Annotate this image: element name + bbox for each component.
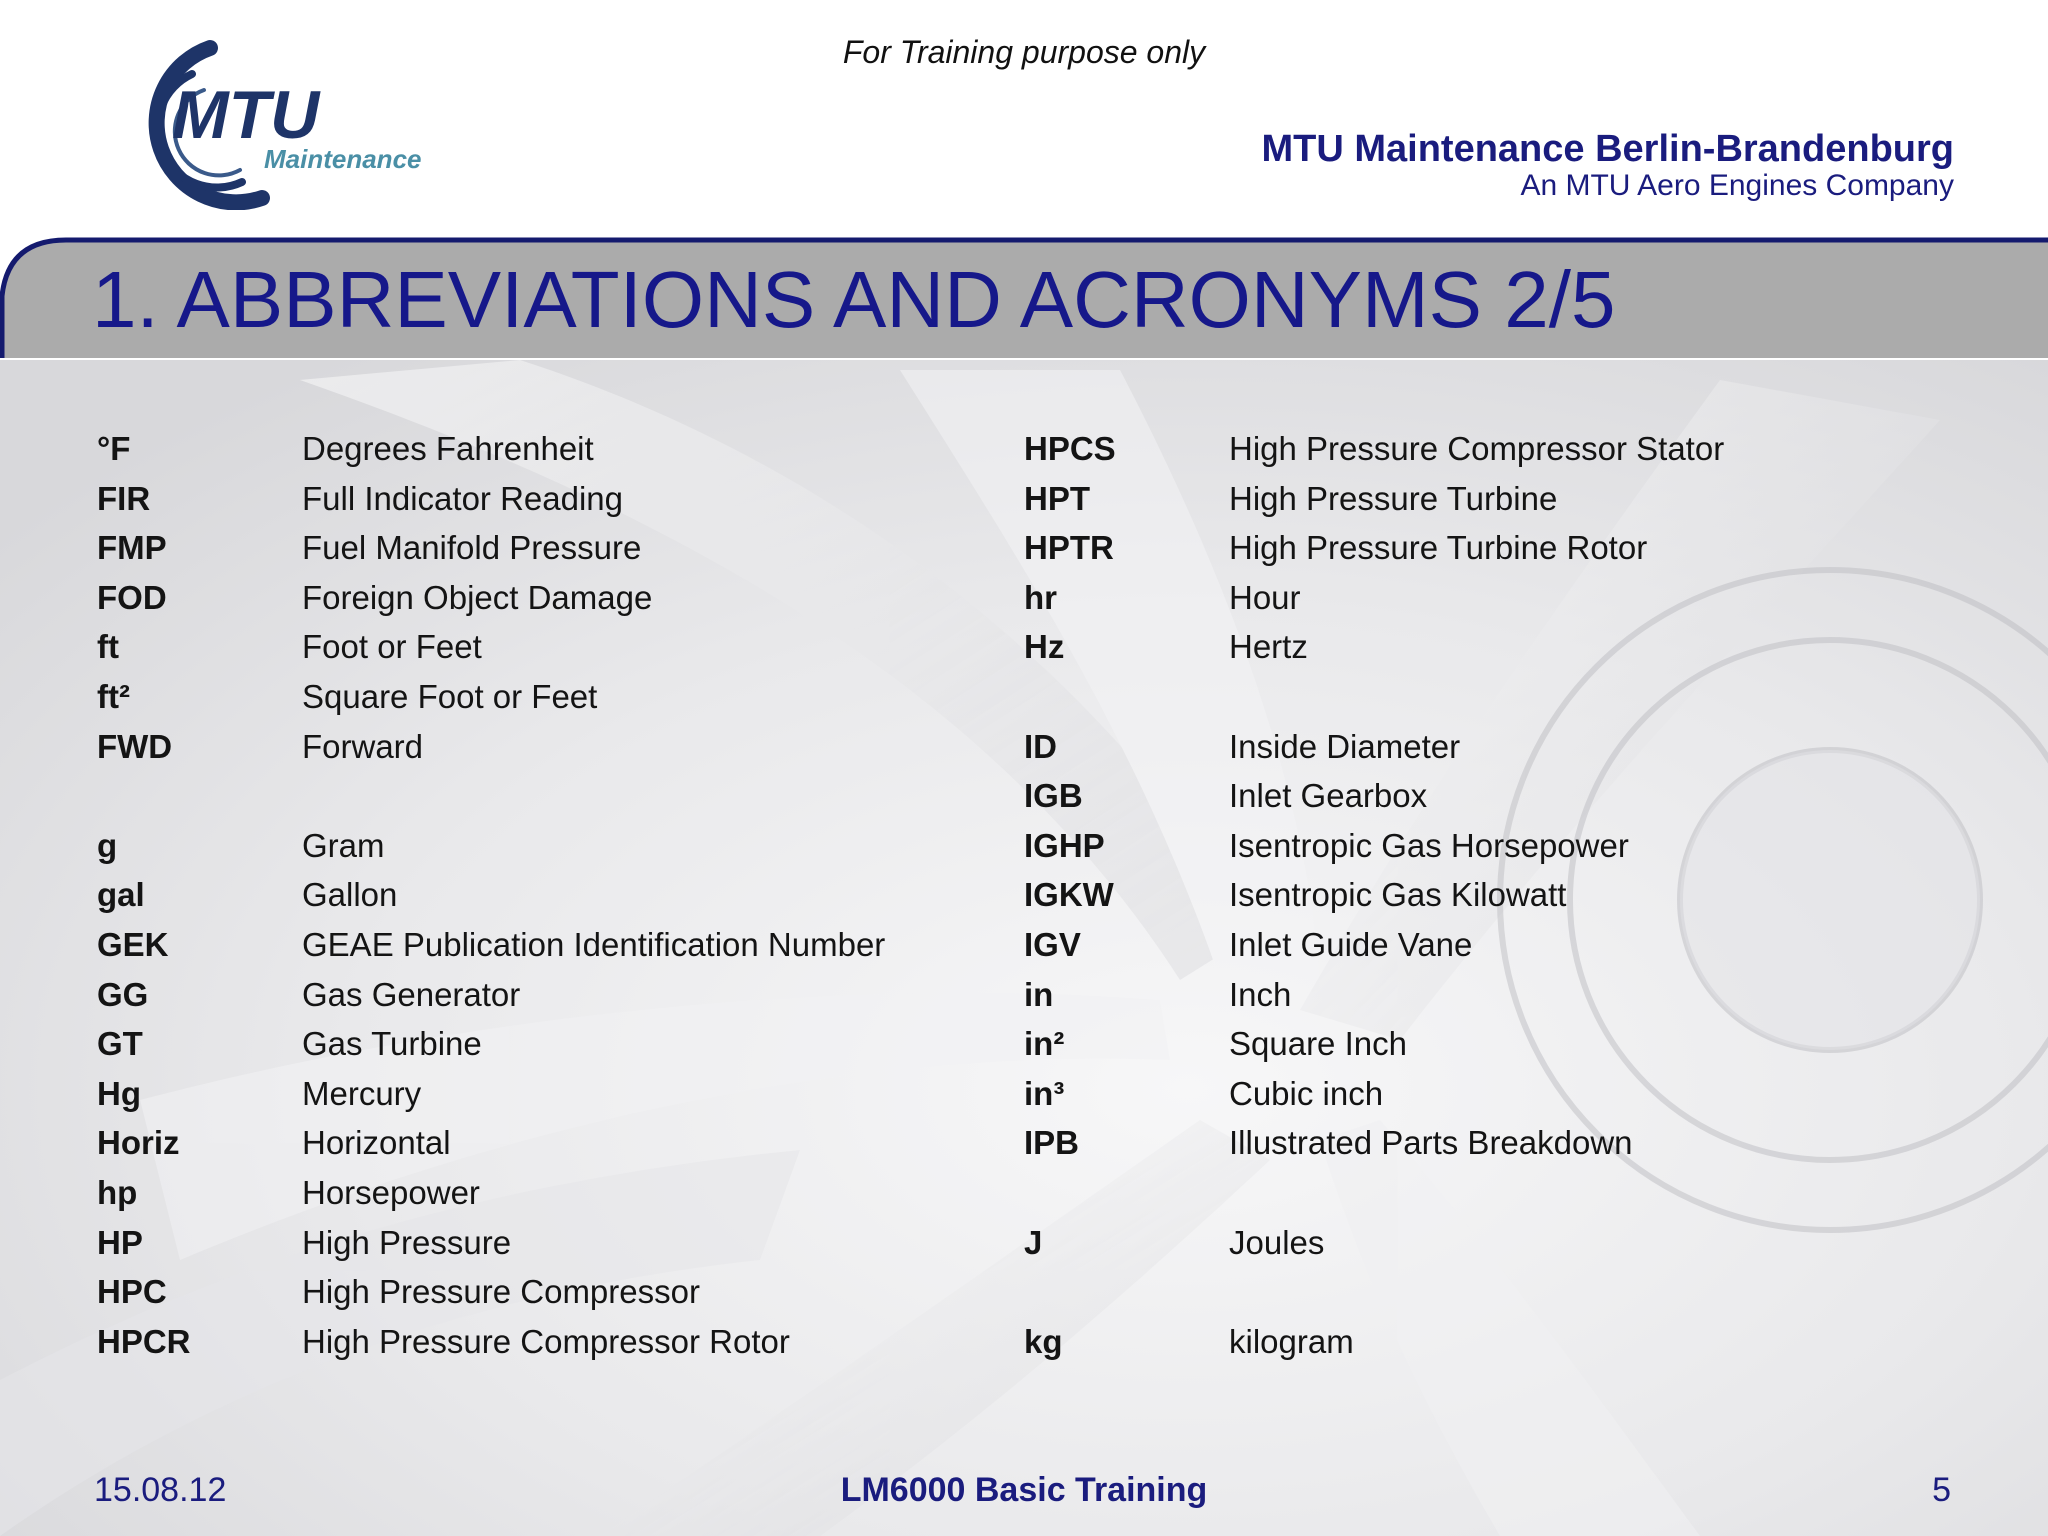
abbreviation-row <box>97 573 997 623</box>
abbreviation-definition: GEAE Publication Identification Number <box>302 925 886 963</box>
abbreviation-term: IPB <box>1024 1124 1080 1162</box>
abbreviation-definition: High Pressure Compressor Stator <box>1229 430 1725 467</box>
abbreviation-term: HPTR <box>1024 529 1114 567</box>
abbreviation-definition: High Pressure Turbine <box>1229 479 1558 517</box>
abbreviation-term: Hz <box>1024 628 1065 666</box>
abbreviation-row <box>97 1267 997 1317</box>
abbreviation-definition: Hour <box>1229 578 1301 616</box>
abbreviation-definition: Inlet Guide Vane <box>1229 925 1473 963</box>
abbreviation-definition: Degrees Fahrenheit <box>302 430 594 467</box>
abbreviation-term: FMP <box>97 529 167 567</box>
abbreviation-row <box>1024 970 1944 1020</box>
company-block <box>1262 128 1955 202</box>
abbreviation-term: FWD <box>97 727 173 765</box>
abbreviation-term: GT <box>97 1025 143 1063</box>
abbreviation-term: hp <box>97 1173 138 1211</box>
abbreviation-definition: Mercury <box>302 1074 422 1112</box>
company-name: MTU Maintenance Berlin-Brandenburg <box>1261 128 1954 170</box>
abbreviation-term: Horiz <box>97 1124 180 1162</box>
abbreviation-definition: Foreign Object Damage <box>302 578 653 616</box>
abbreviation-row <box>1024 771 1944 821</box>
abbreviation-term: in² <box>1024 1025 1065 1063</box>
abbreviation-term: ft <box>97 628 119 666</box>
abbreviation-term: FIR <box>97 479 151 517</box>
spacer-row <box>1024 1267 1944 1317</box>
abbreviations-left-column <box>97 424 997 1366</box>
abbreviation-definition: Gram <box>302 826 385 864</box>
abbreviation-definition: Fuel Manifold Pressure <box>302 529 642 567</box>
abbreviation-row <box>97 870 997 920</box>
abbreviation-term: gal <box>97 876 145 914</box>
abbreviation-term: GG <box>97 975 149 1013</box>
abbreviation-term: in <box>1024 975 1054 1013</box>
spacer-row <box>1024 1168 1944 1218</box>
abbreviation-row <box>1024 622 1944 672</box>
abbreviation-definition: Isentropic Gas Horsepower <box>1229 826 1629 864</box>
abbreviation-row <box>1024 1019 1944 1069</box>
abbreviation-term: in³ <box>1024 1074 1065 1112</box>
abbreviation-term: g <box>97 826 118 864</box>
abbreviation-definition: Full Indicator Reading <box>302 479 624 517</box>
abbreviation-row <box>97 1118 997 1168</box>
abbreviation-term: HPT <box>1024 479 1090 517</box>
abbreviation-definition: Gallon <box>302 876 398 914</box>
abbreviation-definition: Horsepower <box>302 1173 480 1211</box>
abbreviation-definition: Square Foot or Feet <box>302 677 598 715</box>
abbreviation-term: HPCR <box>97 1322 191 1360</box>
abbreviation-row <box>1024 1317 1944 1367</box>
abbreviation-row <box>1024 424 1944 474</box>
abbreviation-definition: High Pressure Compressor Rotor <box>302 1322 790 1360</box>
spacer-row <box>97 771 997 821</box>
abbreviation-definition: kilogram <box>1229 1322 1354 1360</box>
abbreviation-row <box>1024 1069 1944 1119</box>
abbreviations-right-column <box>1024 424 1944 1366</box>
training-notice: For Training purpose only <box>842 34 1206 70</box>
abbreviation-row <box>1024 870 1944 920</box>
abbreviation-row <box>1024 1118 1944 1168</box>
abbreviation-definition: High Pressure Turbine Rotor <box>1229 529 1648 567</box>
abbreviation-term: FOD <box>97 578 167 616</box>
abbreviation-term: HPC <box>97 1273 167 1311</box>
abbreviation-row <box>1024 523 1944 573</box>
abbreviation-row <box>97 1019 997 1069</box>
abbreviation-definition: Cubic inch <box>1229 1074 1384 1112</box>
abbreviation-row <box>97 1168 997 1218</box>
abbreviation-definition: Inside Diameter <box>1229 727 1461 765</box>
abbreviation-row <box>97 523 997 573</box>
abbreviation-definition: Illustrated Parts Breakdown <box>1229 1124 1633 1162</box>
company-subtitle: An MTU Aero Engines Company <box>1520 169 1954 202</box>
abbreviation-definition: Joules <box>1229 1223 1325 1261</box>
abbreviation-row <box>1024 573 1944 623</box>
abbreviation-row <box>97 970 997 1020</box>
abbreviation-row <box>1024 474 1944 524</box>
abbreviation-row <box>97 1317 997 1367</box>
abbreviation-term: IGHP <box>1024 826 1105 864</box>
abbreviation-row <box>97 672 997 722</box>
abbreviation-term: ID <box>1024 727 1057 765</box>
mtu-maintenance-logo <box>92 30 452 210</box>
abbreviation-definition: High Pressure <box>302 1223 512 1261</box>
abbreviation-row <box>97 474 997 524</box>
abbreviation-term: IGV <box>1024 925 1081 963</box>
abbreviation-row <box>97 1069 997 1119</box>
abbreviation-row <box>97 722 997 772</box>
spacer-row <box>1024 672 1944 722</box>
abbreviation-definition: Inlet Gearbox <box>1229 777 1428 815</box>
abbreviation-term: Hg <box>97 1074 141 1112</box>
abbreviation-term: IGB <box>1024 777 1083 815</box>
abbreviation-row <box>1024 920 1944 970</box>
abbreviation-row <box>97 1218 997 1268</box>
logo-mark-text: MTU <box>172 77 320 153</box>
abbreviation-row <box>1024 1218 1944 1268</box>
abbreviation-term: kg <box>1024 1322 1063 1360</box>
abbreviation-row <box>1024 722 1944 772</box>
abbreviation-definition: High Pressure Compressor <box>302 1273 700 1311</box>
abbreviation-term: HPCS <box>1024 430 1116 467</box>
abbreviation-term: J <box>1024 1223 1043 1261</box>
logo-sub-text: Maintenance <box>264 144 422 174</box>
footer-page-number: 5 <box>1932 1471 1951 1509</box>
abbreviation-definition: Gas Generator <box>302 975 521 1013</box>
abbreviation-term: ft² <box>97 677 130 715</box>
abbreviation-row <box>97 622 997 672</box>
footer-date: 15.08.12 <box>94 1471 227 1509</box>
abbreviation-row <box>1024 821 1944 871</box>
abbreviation-term: GEK <box>97 925 169 963</box>
footer-course-title: LM6000 Basic Training <box>840 1471 1208 1509</box>
abbreviation-term: HP <box>97 1223 143 1261</box>
abbreviation-definition: Horizontal <box>302 1124 451 1162</box>
abbreviation-row <box>97 424 997 474</box>
abbreviation-definition: Hertz <box>1229 628 1308 666</box>
slide-title: 1. ABBREVIATIONS AND ACRONYMS 2/5 <box>92 255 1616 344</box>
abbreviation-term: IGKW <box>1024 876 1114 914</box>
abbreviation-term: °F <box>97 430 131 467</box>
abbreviation-definition: Isentropic Gas Kilowatt <box>1229 876 1567 914</box>
abbreviation-definition: Forward <box>302 727 424 765</box>
abbreviation-term: hr <box>1024 578 1057 616</box>
abbreviation-row <box>97 821 997 871</box>
abbreviation-definition: Inch <box>1229 975 1292 1013</box>
abbreviation-row <box>97 920 997 970</box>
abbreviation-definition: Foot or Feet <box>302 628 482 666</box>
abbreviation-definition: Square Inch <box>1229 1025 1407 1063</box>
abbreviation-definition: Gas Turbine <box>302 1025 482 1063</box>
